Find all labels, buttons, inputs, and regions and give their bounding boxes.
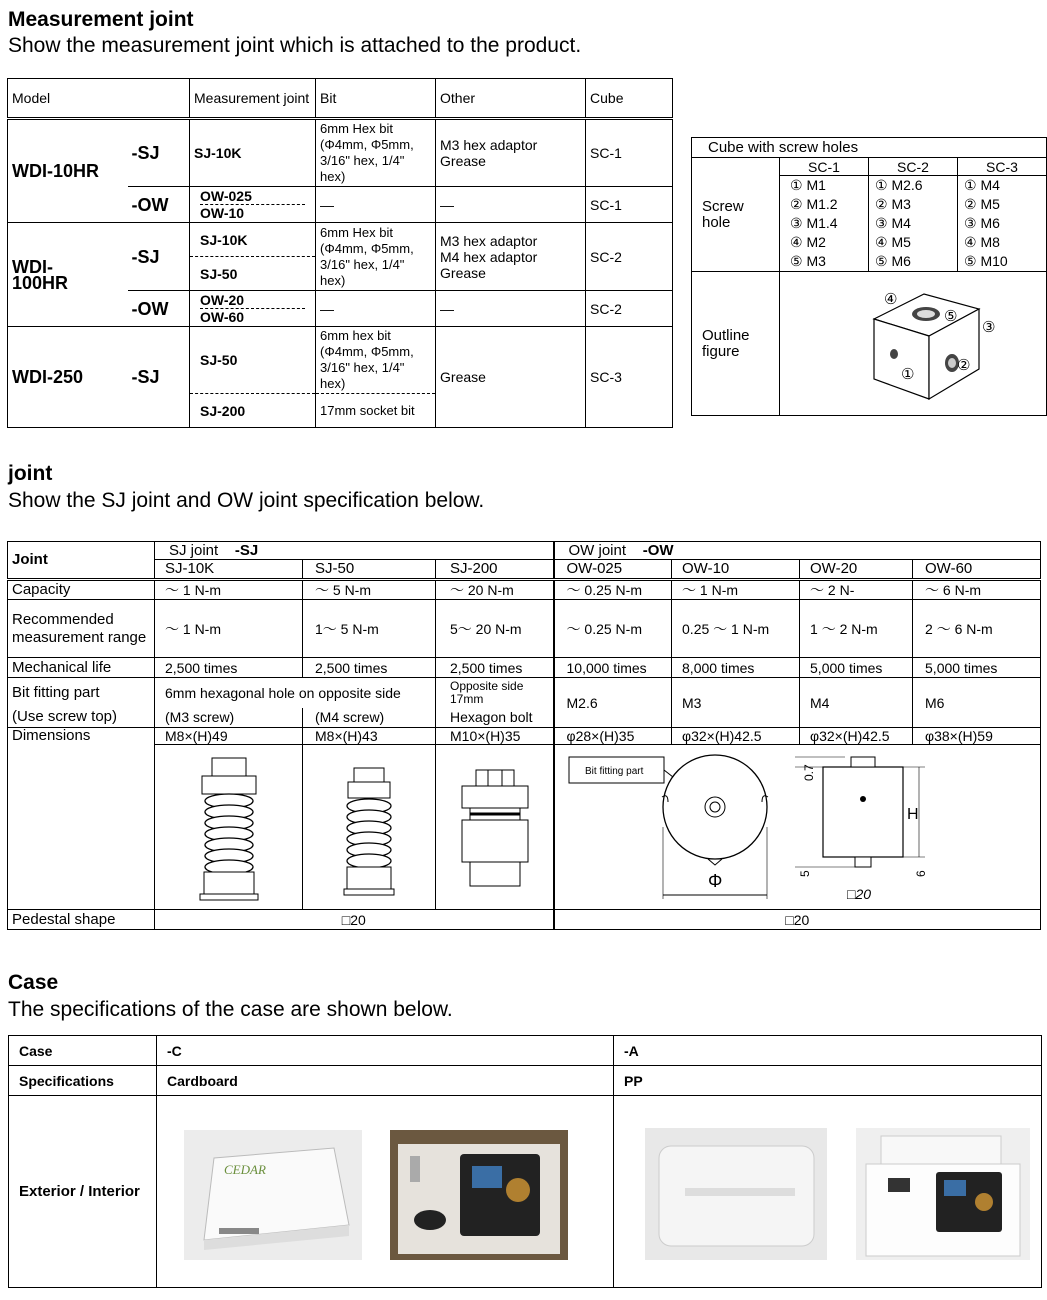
- label-5: ⑤: [944, 306, 958, 325]
- bit-cell: 6mm hex bit (Φ4mm, Φ5mm, 3/16" hex, 1/4" hex): [316, 327, 436, 394]
- dim-6: 6: [913, 870, 928, 877]
- sj-50-drawing: [303, 745, 436, 910]
- ow-drawing: [554, 745, 1041, 910]
- dim-0-7: 0.7: [801, 764, 816, 781]
- sj-code: -SJ: [128, 327, 190, 428]
- section-title-case: Case: [8, 971, 59, 994]
- header-joint: Measurement joint: [190, 79, 316, 119]
- cube-cell: SC-2: [586, 291, 673, 327]
- ow-callout: Bit fitting part: [584, 766, 643, 777]
- other-cell: —: [436, 187, 586, 223]
- model-sj-10k: SJ-10K: [155, 560, 303, 580]
- col-sc1: SC-1: [780, 158, 869, 176]
- case-label: Case: [9, 1036, 157, 1066]
- cube-table: [691, 137, 1047, 416]
- cardboard-interior-photo: [390, 1130, 568, 1260]
- bit-cell: 17mm socket bit: [316, 394, 436, 428]
- sj-code: -SJ: [128, 223, 190, 291]
- header-bit: Bit: [316, 79, 436, 119]
- sj-group-header: SJ joint -SJ: [155, 542, 554, 560]
- joint-cell: SJ-50: [190, 257, 316, 291]
- header-other: Other: [436, 79, 586, 119]
- outline-figure-label: Outline figure: [692, 272, 780, 416]
- drawings-row: [8, 745, 1041, 910]
- sj-200-drawing: [436, 745, 554, 910]
- label-2: ②: [957, 355, 971, 374]
- model-wdi-10hr: WDI-10HR: [8, 119, 128, 223]
- joint-cell: SJ-50: [190, 327, 316, 394]
- bit-cell: —: [316, 291, 436, 327]
- dimensions-row: Dimensions M8×(H)49 M8×(H)43 M10×(H)35 φ28×(H)35 φ32×(H)42.5 φ32×(H)42.5 φ38×(H)59: [8, 728, 1041, 745]
- model-ow-20: OW-20: [800, 560, 913, 580]
- header-model: Model: [8, 79, 190, 119]
- model-sj-50: SJ-50: [303, 560, 436, 580]
- brand-label: CEDAR: [224, 1162, 266, 1177]
- joint-cell: SJ-10K: [190, 119, 316, 187]
- spec-label: Specifications: [9, 1066, 157, 1096]
- dim-sq20: □20: [846, 886, 871, 902]
- dim-h: H: [906, 806, 919, 823]
- label-1: ①: [901, 364, 915, 383]
- model-ow-025: OW-025: [554, 560, 672, 580]
- bit-cell: 6mm Hex bit (Φ4mm, Φ5mm, 3/16" hex, 1/4" hex): [316, 223, 436, 291]
- col-sc3: SC-3: [958, 158, 1047, 176]
- sj-10k-drawing: [155, 745, 303, 910]
- joint-spec-table: [7, 541, 1041, 930]
- cardboard-exterior-photo: [184, 1130, 362, 1260]
- model-ow-10: OW-10: [672, 560, 800, 580]
- bit-cell: 6mm Hex bit (Φ4mm, Φ5mm, 3/16" hex, 1/4" hex): [316, 119, 436, 187]
- measurement-joint-table: [7, 78, 673, 428]
- joint-cell: OW-025 OW-10: [190, 187, 316, 223]
- other-cell: M3 hex adaptor M4 hex adaptor Grease: [436, 223, 586, 291]
- label-4: ④: [884, 289, 898, 308]
- section-subtitle: The specifications of the case are shown below.: [8, 998, 453, 1021]
- joint-cell: SJ-200: [190, 394, 316, 428]
- header-cube: Cube: [586, 79, 673, 119]
- other-cell: Grease: [436, 327, 586, 428]
- sc2-list: ① M2.6 ② M3 ③ M4 ④ M5 ⑤ M6: [869, 176, 958, 272]
- pp-exterior-photo: [645, 1128, 827, 1260]
- cube-drawing: [784, 274, 1044, 414]
- section-subtitle: Show the measurement joint which is attached to the product.: [8, 34, 582, 57]
- pp-interior-photo: [856, 1128, 1030, 1260]
- capacity-row: Capacity ～ 1 N-m ～ 5 N-m ～ 20 N-m ～ 0.25 N-m ～ 1 N-m ～ 2 N- ～ 6 N-m: [8, 580, 1041, 600]
- screw-top-row: (Use screw top) (M3 screw) (M4 screw) Hexagon bolt: [8, 708, 1041, 728]
- section-title-measurement-joint: Measurement joint: [8, 8, 194, 31]
- ow-code: -OW: [128, 291, 190, 327]
- model-wdi-100hr: WDI- 100HR: [8, 223, 128, 327]
- joint-label: Joint: [8, 542, 155, 580]
- model-sj-200: SJ-200: [436, 560, 554, 580]
- ow-group-header: OW joint -OW: [554, 542, 1041, 560]
- sc1-list: ① M1 ② M1.2 ③ M1.4 ④ M2 ⑤ M3: [780, 176, 869, 272]
- other-cell: —: [436, 291, 586, 327]
- spec-pp: PP: [614, 1066, 1042, 1096]
- section-title-joint: joint: [8, 462, 53, 485]
- life-row: Mechanical life 2,500 times 2,500 times 2,500 times 10,000 times 8,000 times 5,000 times 5,000 times: [8, 658, 1041, 678]
- screw-hole-label: Screw hole: [692, 158, 780, 272]
- cube-outline-figure: [780, 272, 1047, 416]
- phi-label: Φ: [707, 871, 722, 891]
- section-subtitle: Show the SJ joint and OW joint specification below.: [8, 489, 485, 512]
- pedestal-row: Pedestal shape □20 □20: [8, 910, 1041, 930]
- range-row: Recommended measurement range ～ 1 N-m 1～ 5 N-m 5～ 20 N-m ～ 0.25 N-m 0.25 ～ 1 N-m 1 ～ 2 N-m 2 ～ 6 N-m: [8, 600, 1041, 658]
- sc3-list: ① M4 ② M5 ③ M6 ④ M8 ⑤ M10: [958, 176, 1047, 272]
- other-cell: M3 hex adaptor Grease: [436, 119, 586, 187]
- spec-cardboard: Cardboard: [157, 1066, 614, 1096]
- joint-cell: OW-20 OW-60: [190, 291, 316, 327]
- dim-5: 5: [797, 870, 812, 877]
- cube-cell: SC-1: [586, 119, 673, 187]
- case-c: -C: [157, 1036, 614, 1066]
- bit-cell: —: [316, 187, 436, 223]
- cube-cell: SC-2: [586, 223, 673, 291]
- model-ow-60: OW-60: [913, 560, 1041, 580]
- cube-cell: SC-1: [586, 187, 673, 223]
- bit-row: Bit fitting part 6mm hexagonal hole on opposite side Opposite side 17mm M2.6 M3 M4 M6: [8, 678, 1041, 708]
- col-sc2: SC-2: [869, 158, 958, 176]
- cube-cell: SC-3: [586, 327, 673, 428]
- sj-code: -SJ: [128, 119, 190, 187]
- model-wdi-250: WDI-250: [8, 327, 128, 428]
- case-a: -A: [614, 1036, 1042, 1066]
- label-3: ③: [982, 317, 996, 336]
- ow-code: -OW: [128, 187, 190, 223]
- exterior-interior-label: Exterior / Interior: [9, 1096, 157, 1288]
- cube-title: Cube with screw holes: [692, 138, 1047, 158]
- joint-cell: SJ-10K: [190, 223, 316, 257]
